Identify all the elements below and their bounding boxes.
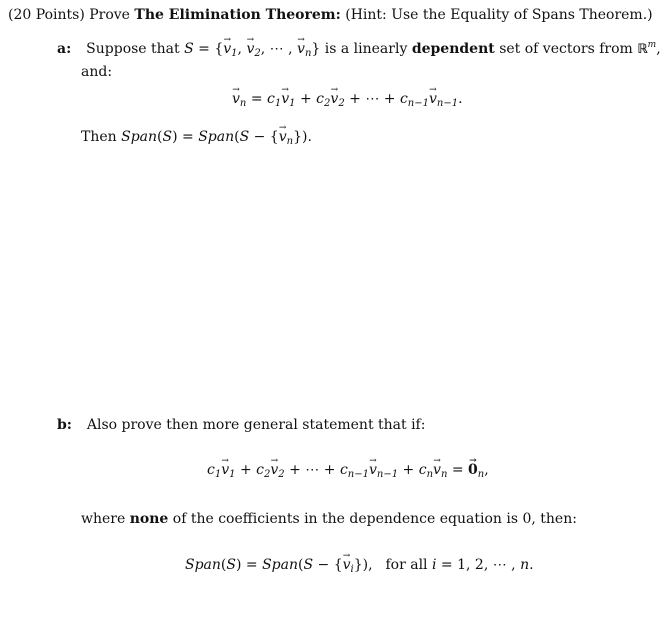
set-definition: S = {→ $v_1$, → $v_2$, ⋯ , → $v_n$} <box>184 41 325 57</box>
dependent-word: dependent <box>411 41 495 57</box>
part-a-label: a: <box>57 41 72 57</box>
for-all-text: for all <box>385 557 428 573</box>
space-exponent: m <box>647 40 657 50</box>
part-a-conclusion <box>81 128 312 151</box>
part-b-label: b: <box>57 417 72 433</box>
dependence-equation-b: $c_1\to v_1 + c_2\to v_2$ + ⋯ + $c_{n-1}\to v_{n-1} + c_n\to v_n$ = → $0_n$, <box>207 461 489 484</box>
is-a-text: is a linearly <box>324 41 408 57</box>
part-a-statement: a: Suppose that S = {→ $v_1$, → $v_2$, ⋯ , → $v_n$} is a linearly dependent set of vectors from ℝ$^m$, <box>57 36 661 63</box>
hint-text: (Hint: Use the Equality of Spans Theorem.) <box>345 7 653 23</box>
dependence-equation-a: → $v_n = c_1\to v_1 + c_2\to v_2$ + ⋯ + $c_{n-1}\to v_{n-1}$. <box>232 90 463 113</box>
and-text: and: <box>81 64 113 80</box>
points-label: (20 Points) Prove <box>8 7 130 23</box>
suppose-prefix: Suppose that <box>86 41 180 57</box>
part-b-text: Also prove then more general statement that if: <box>86 417 426 433</box>
real-space-symbol: ℝ <box>637 42 648 57</box>
span-equation-a: Span(S) = Span(S − {→ $v_n$}). <box>121 129 312 145</box>
part-b-statement <box>57 416 425 434</box>
then-prefix: Then <box>81 129 117 145</box>
span-equation-b: Span(S) = Span(S − {→ $v_i$}), for all i = 1, 2, ⋯ , n. <box>185 556 534 579</box>
set-of-vectors-text: set of vectors from <box>499 41 633 57</box>
none-word: none <box>129 511 169 527</box>
theorem-name: The Elimination Theorem: <box>134 7 341 23</box>
where-clause: where none of the coefficients in the dependence equation is 0, then: <box>81 511 577 527</box>
problem-header <box>8 6 653 24</box>
